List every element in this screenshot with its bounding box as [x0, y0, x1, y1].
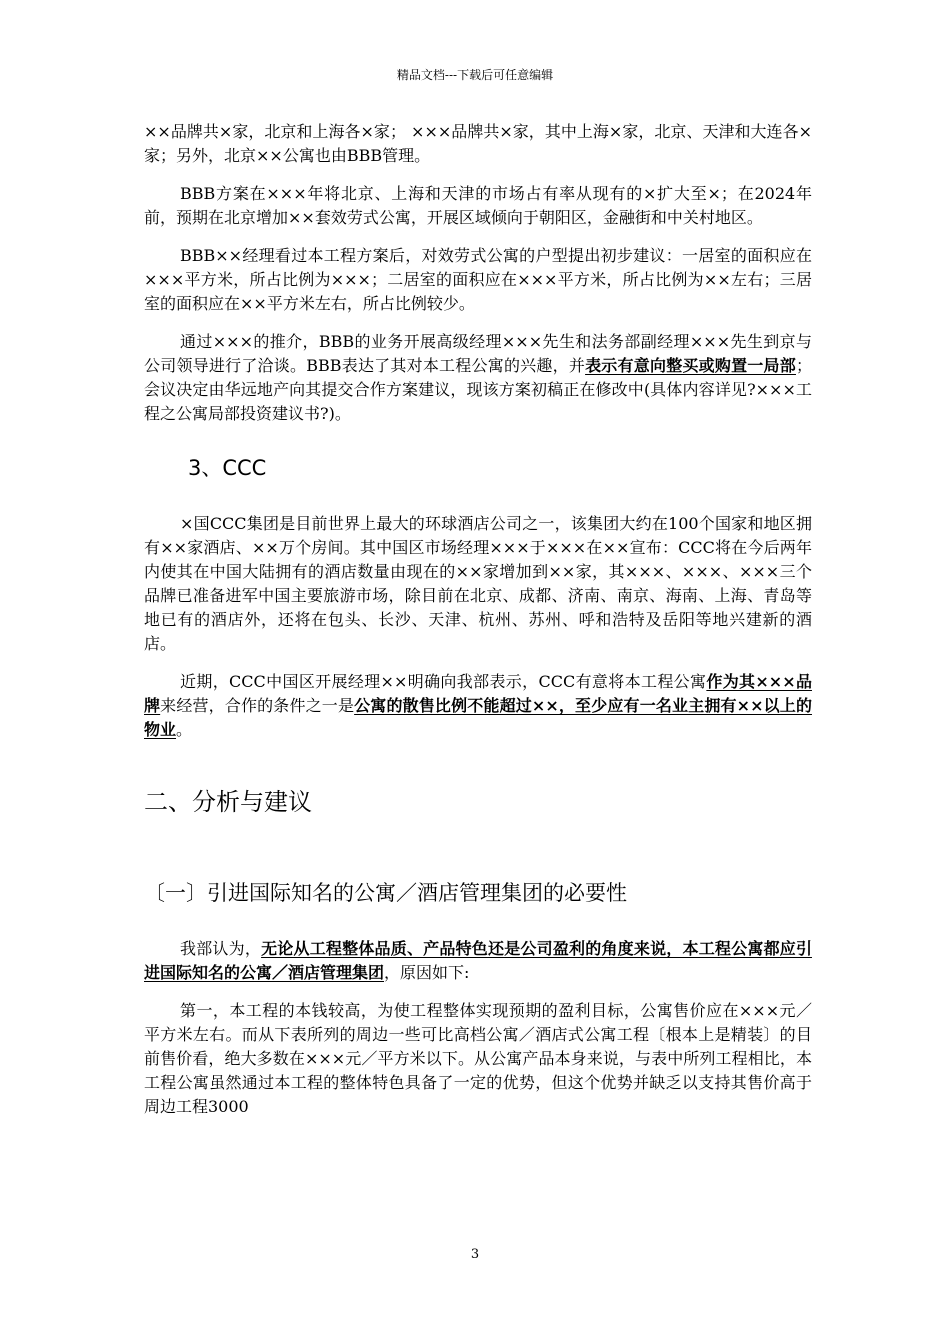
emphasis-text: 作为其×××品牌: [144, 672, 812, 715]
paragraph-1: ××品牌共×家，北京和上海各×家； ×××品牌共×家，其中上海×家，北京、天津和大连各×家；另外，北京××公寓也由BBB管理。: [144, 122, 812, 165]
text-run: ，原因如下:: [384, 963, 470, 982]
paragraph-6: [144, 670, 812, 742]
document-body: [144, 120, 812, 1133]
emphasis-text: 无论从工程整体品质、产品特色还是公司盈利的角度来说，本工程公寓都应引进国际知名的公寓／酒店管理集团: [144, 939, 812, 982]
paragraph-5: ×国CCC集团是目前世界上最大的环球酒店公司之一，该集团大约在100个国家和地区拥有××家酒店、××万个房间。其中国区市场经理×××于×××在××宣布：CCC将在今后两年内使其在中国大陆拥有的酒店数量由现在的××家增加到××家，其×××、×××、×××三个品牌已准备进军中国主要旅游市场，除目前在北京、成都、济南、南京、海南、上海、青岛等地已有的酒店外，还将在包头、长沙、天津、杭州、苏州、呼和浩特及岳阳等地兴建新的酒店。: [144, 514, 812, 653]
page-header: 精品文档---下载后可任意编辑: [396, 68, 554, 82]
emphasis-text: 表示有意向整买或购置一局部: [585, 356, 796, 375]
paragraph-7: [144, 937, 812, 985]
text-run: ；会议决定由华远地产向其提交合作方案建议，现该方案初稿正在修改中(具体内容详见?×××工程之公寓局部投资建议书?)。: [144, 356, 812, 423]
emphasis-text: 公寓的散售比例不能超过××，至少应有一名业主拥有××以上的物业: [144, 696, 812, 739]
subsection-heading: 〔一〕引进国际知名的公寓／酒店管理集团的必要性: [144, 881, 627, 905]
paragraph-4: [144, 330, 812, 426]
text-run: 近期，CCC中国区开展经理××明确向我部表示，CCC有意将本工程公寓: [180, 672, 707, 691]
text-run: 来经营，合作的条件之一是: [160, 696, 355, 715]
page-number: 3: [470, 1247, 480, 1262]
chapter-heading: 二、分析与建议: [144, 788, 312, 816]
text-run: 通过×××的推介，BBB的业务开展高级经理×××先生和法务部副经理×××先生到京与公司领导进行了洽谈。BBB表达了其对本工程公寓的兴趣，并: [144, 332, 812, 375]
section-heading-3: 3、CCC: [188, 456, 267, 480]
text-run: 我部认为，: [180, 939, 262, 958]
paragraph-3: BBB××经理看过本工程方案后，对效劳式公寓的户型提出初步建议：一居室的面积应在×××平方米，所占比例为×××；二居室的面积应在×××平方米，所占比例为××左右；三居室的面积应在××平方米左右，所占比例较少。: [144, 246, 812, 313]
text-run: 。: [176, 720, 193, 739]
paragraph-8: 第一，本工程的本钱较高，为使工程整体实现预期的盈利目标，公寓售价应在×××元／平方米左右。而从下表所列的周边一些可比高档公寓／酒店式公寓工程〔根本上是精装〕的目前售价看，绝大多数在×××元／平方米以下。从公寓产品本身来说，与表中所列工程相比，本工程公寓虽然通过本工程的整体特色具备了一定的优势，但这个优势并缺乏以支持其售价高于周边工程3000: [144, 1001, 812, 1116]
paragraph-2: BBB方案在×××年将北京、上海和天津的市场占有率从现有的×扩大至×；在2024年前，预期在北京增加××套效劳式公寓，开展区域倾向于朝阳区，金融街和中关村地区。: [144, 184, 812, 227]
